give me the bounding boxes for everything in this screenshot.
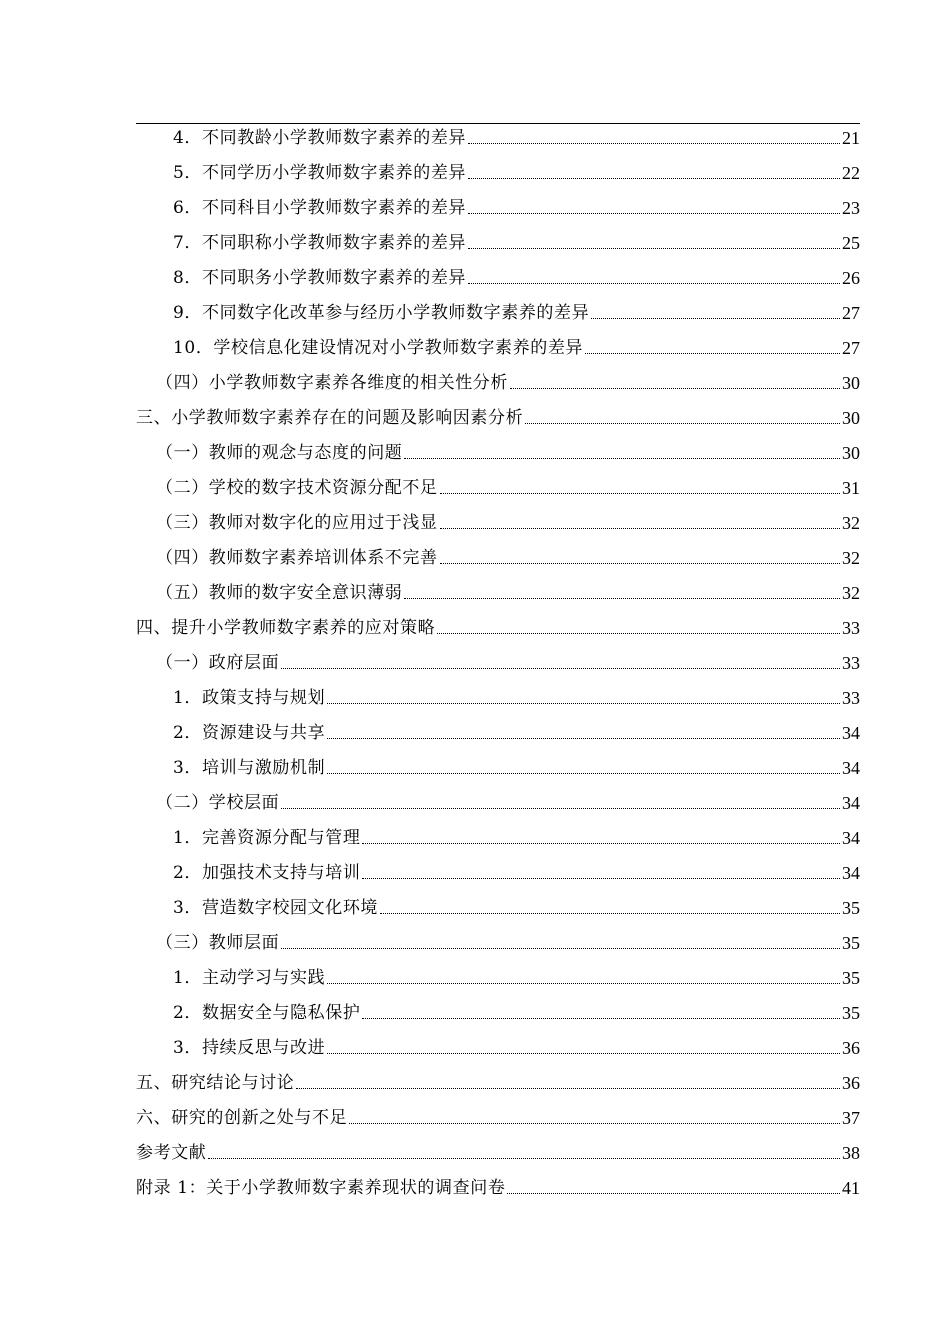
toc-leader-dots (296, 1088, 840, 1089)
toc-entry-page-number: 41 (842, 1178, 860, 1198)
toc-entry-title: 四、提升小学教师数字素养的应对策略 (136, 618, 436, 638)
toc-entry-title: 1．主动学习与实践 (173, 968, 326, 988)
toc-entry-page-number: 34 (842, 793, 860, 813)
toc-entry-page-number: 35 (842, 1003, 860, 1023)
toc-entry-title: 6．不同科目小学教师数字素养的差异 (173, 198, 467, 218)
toc-entry-page-number: 26 (842, 268, 860, 288)
toc-entry[interactable] (136, 961, 860, 996)
toc-leader-dots (281, 668, 840, 669)
toc-leader-dots (510, 388, 840, 389)
toc-leader-dots (281, 808, 840, 809)
toc-entry-title: 2．资源建设与共享 (173, 723, 326, 743)
toc-entry-title: （四）教师数字素养培训体系不完善 (156, 548, 438, 568)
toc-entry-title: 参考文献 (136, 1143, 207, 1163)
toc-entry-title: 9．不同数字化改革参与经历小学教师数字素养的差异 (173, 303, 590, 323)
toc-entry-title: （一）教师的观念与态度的问题 (156, 443, 403, 463)
toc-entry[interactable] (136, 1171, 860, 1206)
toc-entry-title: （三）教师层面 (156, 933, 280, 953)
toc-entry-page-number: 25 (842, 233, 860, 253)
toc-leader-dots (380, 913, 840, 914)
toc-leader-dots (208, 1158, 840, 1159)
toc-entry-page-number: 32 (842, 583, 860, 603)
toc-entry-page-number: 34 (842, 758, 860, 778)
toc-entry-page-number: 33 (842, 618, 860, 638)
toc-entry[interactable] (136, 366, 860, 401)
toc-entry-title: 1．完善资源分配与管理 (173, 828, 361, 848)
toc-entry-title: 五、研究结论与讨论 (136, 1073, 295, 1093)
toc-entry-page-number: 36 (842, 1073, 860, 1093)
toc-entry[interactable] (136, 926, 860, 961)
toc-entry-title: 三、小学教师数字素养存在的问题及影响因素分析 (136, 408, 524, 428)
toc-entry-title: 3．培训与激励机制 (173, 758, 326, 778)
toc-entry[interactable] (136, 786, 860, 821)
toc-entry-title: 4．不同教龄小学教师数字素养的差异 (173, 128, 467, 148)
toc-entry[interactable] (136, 261, 860, 296)
toc-leader-dots (468, 213, 840, 214)
toc-entry-title: 5．不同学历小学教师数字素养的差异 (173, 163, 467, 183)
toc-entry-title: （三）教师对数字化的应用过于浅显 (156, 513, 438, 533)
toc-entry[interactable] (136, 1066, 860, 1101)
toc-entry-page-number: 33 (842, 653, 860, 673)
toc-entry-title: 2．数据安全与隐私保护 (173, 1003, 361, 1023)
toc-leader-dots (468, 283, 840, 284)
toc-entry-page-number: 27 (842, 303, 860, 323)
toc-leader-dots (404, 598, 840, 599)
toc-leader-dots (440, 493, 840, 494)
toc-leader-dots (349, 1123, 840, 1124)
toc-entry[interactable] (136, 331, 860, 366)
toc-leader-dots (585, 353, 840, 354)
toc-entry[interactable] (136, 576, 860, 611)
toc-entry-page-number: 32 (842, 513, 860, 533)
toc-entry[interactable] (136, 296, 860, 331)
toc-entry-page-number: 27 (842, 338, 860, 358)
toc-entry[interactable] (136, 716, 860, 751)
toc-entry[interactable] (136, 1031, 860, 1066)
toc-entry[interactable] (136, 996, 860, 1031)
toc-entry[interactable] (136, 401, 860, 436)
toc-entry-title: （四）小学教师数字素养各维度的相关性分析 (156, 373, 508, 393)
toc-entry-title: （五）教师的数字安全意识薄弱 (156, 583, 403, 603)
toc-entry-title: 8．不同职务小学教师数字素养的差异 (173, 268, 467, 288)
toc-entry[interactable] (136, 541, 860, 576)
toc-entry-title: 3．营造数字校园文化环境 (173, 898, 379, 918)
toc-entry-page-number: 35 (842, 933, 860, 953)
toc-entry-page-number: 34 (842, 863, 860, 883)
toc-entry[interactable] (136, 891, 860, 926)
toc-entry-page-number: 37 (842, 1108, 860, 1128)
toc-entry-title: 1．政策支持与规划 (173, 688, 326, 708)
toc-entry-page-number: 35 (842, 898, 860, 918)
toc-entry[interactable] (136, 436, 860, 471)
toc-entry[interactable] (136, 121, 860, 156)
toc-entry[interactable] (136, 226, 860, 261)
toc-entry-title: 3．持续反思与改进 (173, 1038, 326, 1058)
toc-leader-dots (281, 948, 840, 949)
toc-entry-page-number: 30 (842, 373, 860, 393)
toc-entry-page-number: 22 (842, 163, 860, 183)
toc-leader-dots (327, 703, 840, 704)
toc-entry-page-number: 36 (842, 1038, 860, 1058)
table-of-contents (136, 121, 860, 1206)
toc-entry-title: 7．不同职称小学教师数字素养的差异 (173, 233, 467, 253)
toc-entry[interactable] (136, 751, 860, 786)
toc-entry[interactable] (136, 681, 860, 716)
toc-leader-dots (362, 843, 840, 844)
toc-leader-dots (437, 633, 840, 634)
toc-entry-title: （二）学校的数字技术资源分配不足 (156, 478, 438, 498)
toc-entry[interactable] (136, 191, 860, 226)
toc-leader-dots (327, 983, 840, 984)
toc-entry[interactable] (136, 471, 860, 506)
toc-entry[interactable] (136, 611, 860, 646)
toc-leader-dots (327, 1053, 840, 1054)
toc-leader-dots (468, 248, 840, 249)
toc-leader-dots (440, 563, 840, 564)
toc-entry-page-number: 38 (842, 1143, 860, 1163)
toc-leader-dots (591, 318, 840, 319)
toc-entry-page-number: 35 (842, 968, 860, 988)
toc-entry[interactable] (136, 506, 860, 541)
toc-entry-title: 附录 1：关于小学教师数字素养现状的调查问卷 (136, 1178, 506, 1198)
toc-leader-dots (440, 528, 840, 529)
toc-leader-dots (362, 1018, 840, 1019)
toc-entry-title: （一）政府层面 (156, 653, 280, 673)
toc-entry-title: （二）学校层面 (156, 793, 280, 813)
toc-entry-title: 2．加强技术支持与培训 (173, 863, 361, 883)
toc-entry[interactable] (136, 646, 860, 681)
toc-entry-page-number: 31 (842, 478, 860, 498)
toc-leader-dots (327, 773, 840, 774)
toc-leader-dots (507, 1193, 840, 1194)
toc-entry-page-number: 30 (842, 408, 860, 428)
toc-entry-title: 10．学校信息化建设情况对小学教师数字素养的差异 (173, 338, 584, 358)
toc-entry-page-number: 23 (842, 198, 860, 218)
toc-leader-dots (362, 878, 840, 879)
toc-entry[interactable] (136, 821, 860, 856)
toc-entry[interactable] (136, 156, 860, 191)
toc-entry[interactable] (136, 1101, 860, 1136)
toc-leader-dots (327, 738, 840, 739)
toc-entry-page-number: 33 (842, 688, 860, 708)
toc-leader-dots (468, 178, 840, 179)
toc-entry-page-number: 34 (842, 828, 860, 848)
toc-entry-title: 六、研究的创新之处与不足 (136, 1108, 348, 1128)
toc-leader-dots (525, 423, 840, 424)
toc-entry-page-number: 21 (842, 128, 860, 148)
toc-entry-page-number: 34 (842, 723, 860, 743)
toc-entry-page-number: 30 (842, 443, 860, 463)
toc-leader-dots (468, 143, 840, 144)
toc-entry-page-number: 32 (842, 548, 860, 568)
toc-leader-dots (404, 458, 840, 459)
toc-entry[interactable] (136, 856, 860, 891)
toc-entry[interactable] (136, 1136, 860, 1171)
